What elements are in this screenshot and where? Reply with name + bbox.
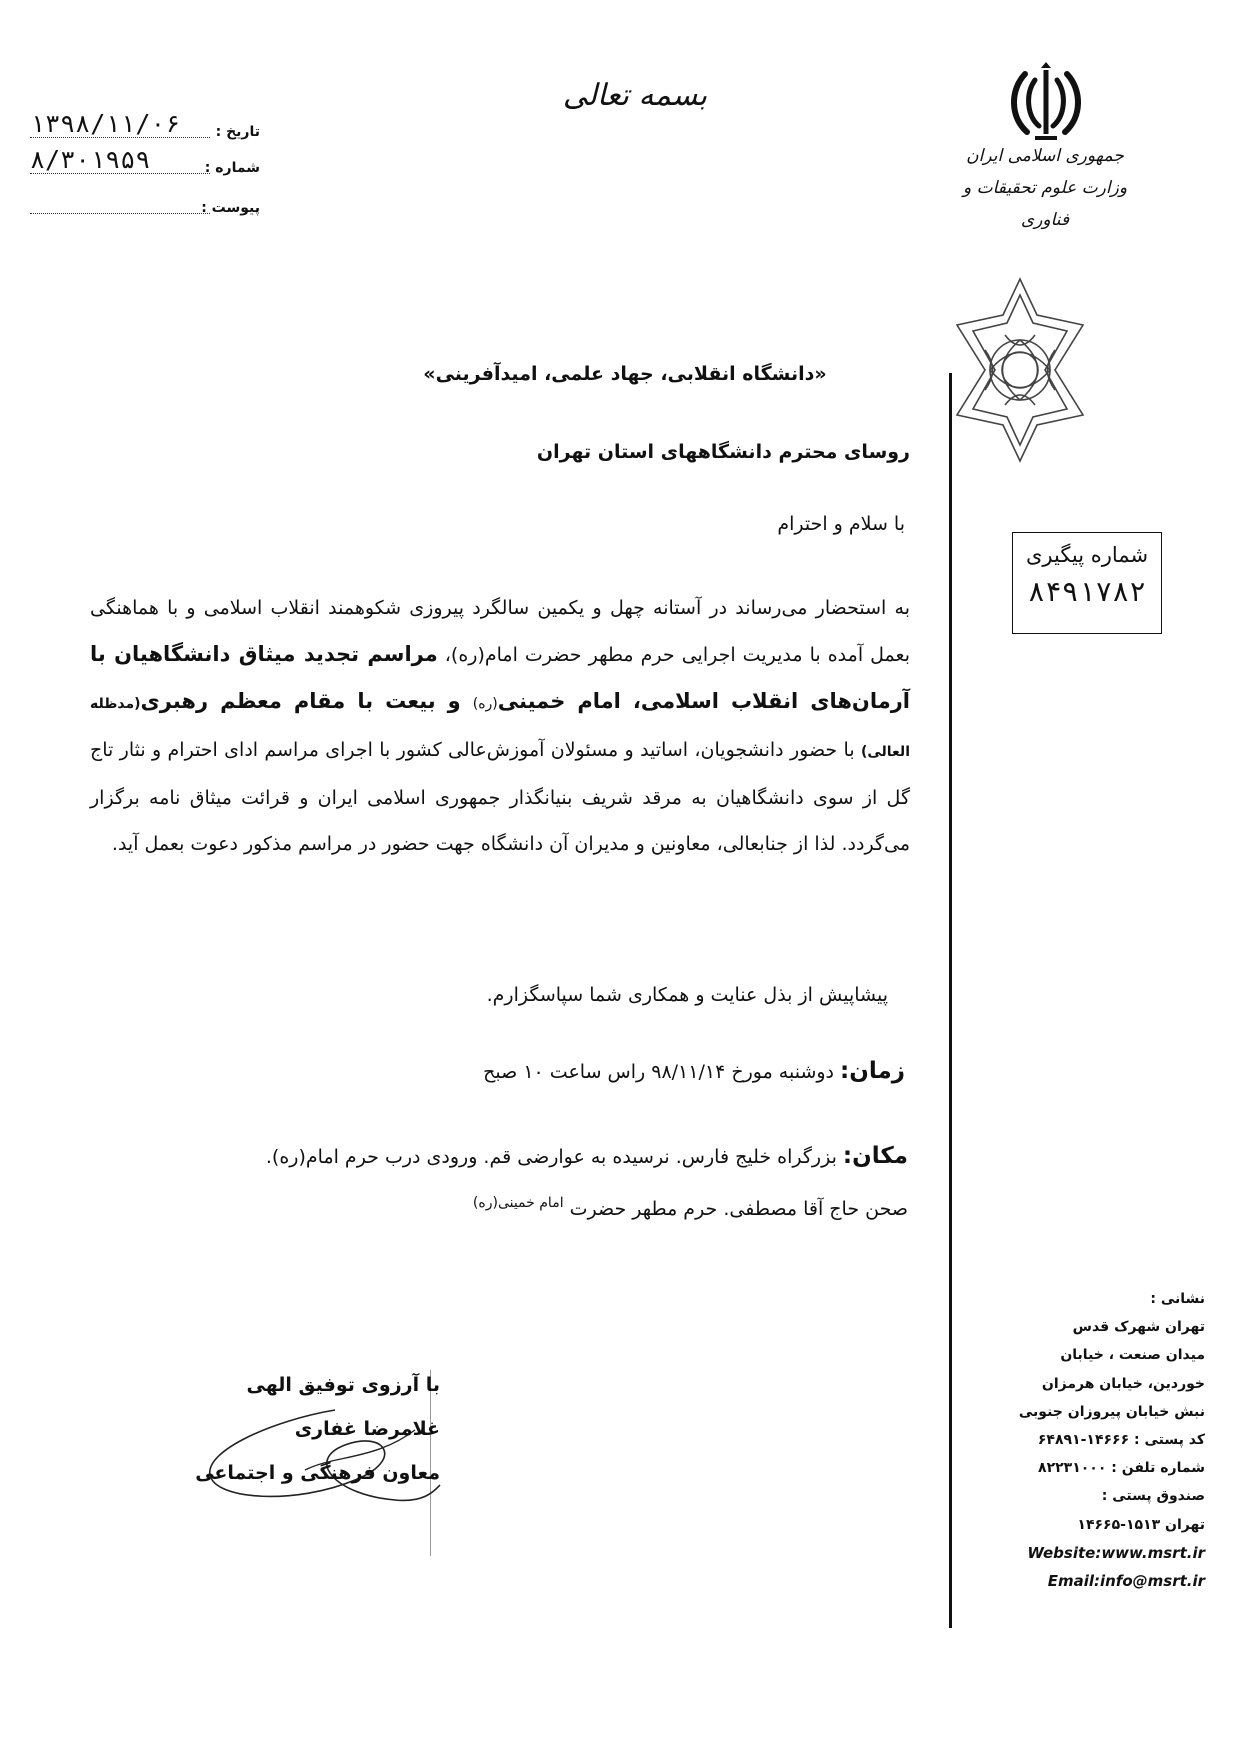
- number-value: ۸/۳۰۱۹۵۹: [30, 145, 151, 174]
- slogan: «دانشگاه انقلابی، جهاد علمی، امیدآفرینی»: [423, 363, 827, 385]
- place-line-1: [60, 1133, 908, 1180]
- main-paragraph: [90, 585, 910, 867]
- ceremony-title-bold: مراسم تجدید میثاق دانشگاهیان با آرمان‌های انقلاب اسلامی، امام خمینی: [90, 642, 910, 713]
- address-label: نشانی :: [1150, 1291, 1205, 1307]
- ministry-name: [940, 140, 1150, 236]
- time-text: دوشنبه مورخ ۹۸/۱۱/۱۴ راس ساعت ۱۰ صبح: [483, 1061, 841, 1083]
- iran-emblem-icon: [1005, 62, 1087, 144]
- email-link[interactable]: Email:info@msrt.ir: [1047, 1572, 1205, 1591]
- basmala-heading: بسمه تعالی: [562, 78, 708, 113]
- arabesque-ornament-icon: [945, 275, 1095, 465]
- pobox-label: صندوق پستی :: [1101, 1488, 1205, 1505]
- phone-number: شماره تلفن : ۸۲۲۳۱۰۰۰: [1038, 1460, 1205, 1477]
- paragraph-text-2: با حضور دانشجویان، اساتید و مسئولان آموزش‌عالی کشور با اجرای مراسم ادای احترام و نثار تاج گل از سوی دانشگاهیان به مرقد شریف بنیانگذار جمهوری اسلامی ایران و قرائت میثاق نامه برگزار می‌گردد. لذا از جنابعالی، معاونین و مدیران آن دانشگاه جهت حضور در مراسم مذکور دعوت بعمل آید.: [90, 739, 910, 855]
- address-line-1: تهران شهرک قدس: [1072, 1319, 1205, 1336]
- date-value: ۱۳۹۸/۱۱/۰۶: [30, 109, 181, 138]
- address-line-4: نبش خیابان پیروزان جنوبی: [1018, 1403, 1205, 1420]
- date-label: تاریخ :: [215, 124, 260, 140]
- postal-code: کد پستی : ۱۴۶۶۶-۶۴۸۹۱: [1037, 1432, 1205, 1449]
- place-text-2: صحن حاج آقا مصطفی. حرم مطهر حضرت: [563, 1198, 908, 1220]
- tracking-label: شماره پیگیری: [1025, 543, 1149, 567]
- address-block: [960, 1285, 1205, 1595]
- signature-block: [190, 1363, 440, 1495]
- tracking-number: ۸۴۹۱۷۸۲: [1027, 575, 1146, 608]
- place-block: [60, 1133, 908, 1232]
- place-honorific: امام خمینی(ره): [472, 1195, 564, 1211]
- ceremony-title-honorific: (ره): [472, 696, 498, 712]
- ministry-line-country: جمهوری اسلامی ایران: [966, 146, 1124, 166]
- attachment-label: پیوست :: [201, 200, 260, 216]
- address-line-3: خوردین، خیابان هرمزان: [1041, 1375, 1205, 1392]
- greeting: با سلام و احترام: [777, 513, 905, 535]
- date-row: [30, 110, 260, 144]
- signature-closing: با آرزوی توفیق الهی: [246, 1374, 440, 1396]
- vertical-divider: [949, 373, 952, 1628]
- attachment-dotted-line: [30, 213, 210, 214]
- time-label: زمان:: [840, 1058, 905, 1084]
- place-text-1: بزرگراه خلیج فارس. نرسیده به عوارضی قم. ورودی درب حرم امام(ره).: [265, 1146, 843, 1168]
- place-label: مکان:: [842, 1143, 908, 1169]
- time-line: [300, 1058, 905, 1084]
- ceremony-title-bold-2: و بیعت با مقام معظم رهبری: [140, 689, 473, 713]
- thanks-line: پیشاپیش از بذل عنایت و همکاری شما سپاسگزارم.: [486, 984, 888, 1006]
- address-line-2: میدان صنعت ، خیابان: [1060, 1347, 1205, 1364]
- signatory-name: غلامرضا غفاری: [294, 1418, 440, 1440]
- number-label: شماره :: [204, 160, 260, 176]
- paragraph-text-1: به استحضار می‌رساند در آستانه چهل و یکمین سالگرد پیروزی شکوهمند انقلاب اسلامی و با هماهنگی بعمل آمده با مدیریت اجرایی حرم مطهر حضرت امام(ره)،: [90, 597, 910, 666]
- ministry-line-ministry: وزارت علوم تحقیقات و فناوری: [962, 178, 1128, 230]
- signatory-title: معاون فرهنگی و اجتماعی: [195, 1462, 440, 1484]
- tracking-number-box: [1012, 532, 1162, 634]
- place-line-2: [60, 1180, 908, 1232]
- attachment-row: [30, 186, 260, 220]
- number-row: [30, 146, 260, 180]
- ceremony-title-honorific-2: (مدظله العالی): [90, 696, 910, 760]
- recipient: روسای محترم دانشگاههای استان تهران: [536, 441, 910, 463]
- website-link[interactable]: Website:www.msrt.ir: [1027, 1543, 1205, 1562]
- pobox-value: تهران ۱۵۱۳-۱۴۶۶۵: [1077, 1516, 1205, 1533]
